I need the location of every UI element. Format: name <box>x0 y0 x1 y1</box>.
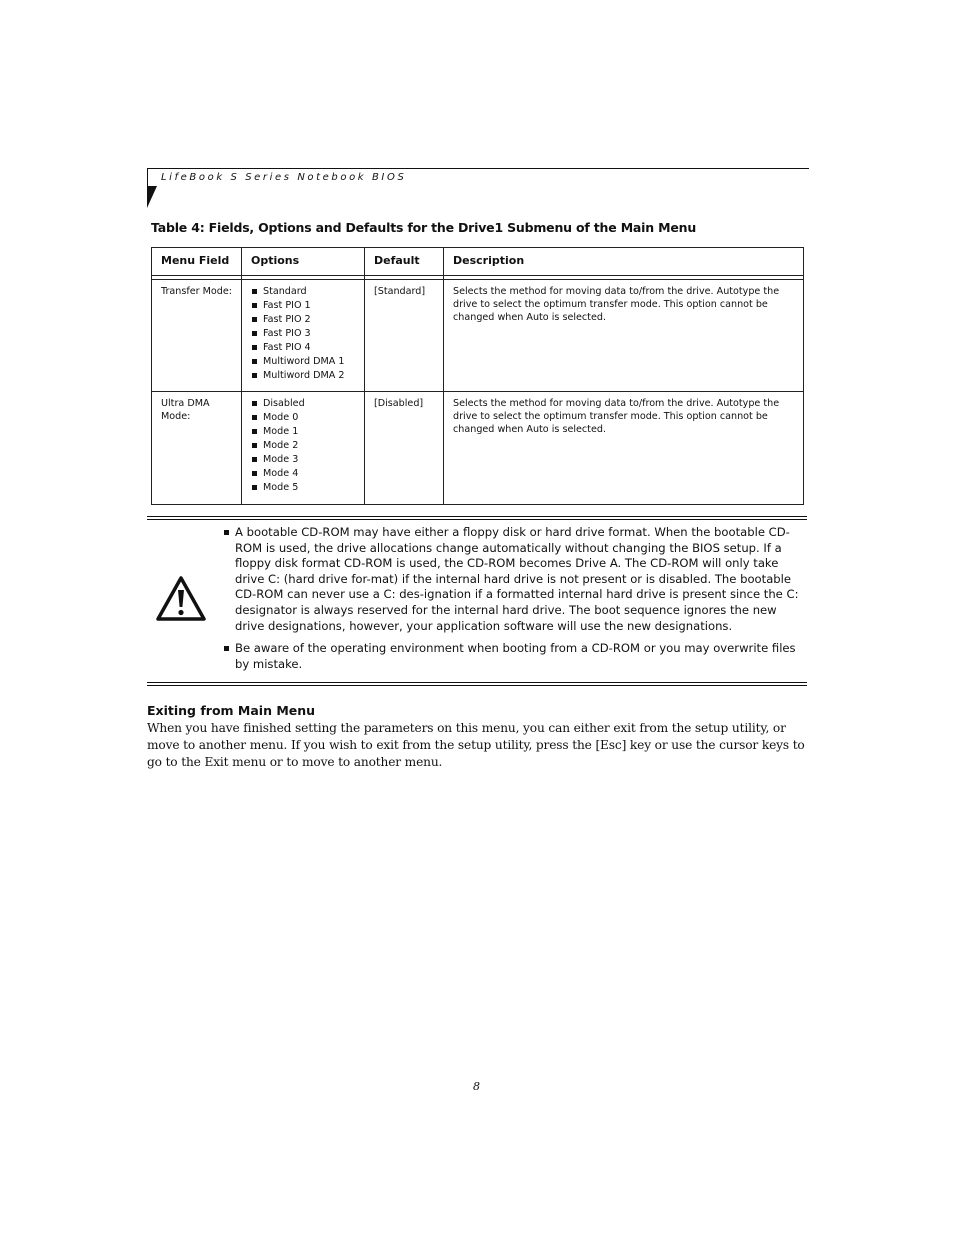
note-item: A bootable CD-ROM may have either a floppy disk or hard drive format. When the bootable CD-ROM is used, the drive allocations change automatically without changing the BIOS setup. If a floppy disk format CD-ROM is used, the CD-ROM becomes Drive A. The CD-ROM will only take drive C: (hard drive for-mat) if the internal hard drive is not present or is disabled. The bootable CD-ROM can never use a C: des-ignation if a formatted internal hard drive is present since the C: designator is always reserved for the internal hard drive. The boot sequence ignores the new drive designations, however, your application software will use the new designations. <box>223 525 799 634</box>
table-row <box>152 280 804 392</box>
table-caption: Table 4: Fields, Options and Defaults for the Drive1 Submenu of the Main Menu <box>151 220 697 235</box>
options-list <box>251 397 356 495</box>
warning-icon <box>155 574 207 622</box>
option-item: Mode 2 <box>251 439 356 453</box>
section-heading: Exiting from Main Menu <box>147 703 316 718</box>
description-cell: Selects the method for moving data to/from the drive. Autotype the drive to select the optimum transfer mode. This option cannot be changed when Auto is selected. <box>444 392 804 505</box>
menu-field-cell: Ultra DMA Mode: <box>152 392 242 505</box>
page-header <box>147 168 809 210</box>
table-row <box>152 392 804 505</box>
option-item: Mode 5 <box>251 481 356 495</box>
column-header-options: Options <box>242 248 365 276</box>
option-item: Fast PIO 2 <box>251 313 356 327</box>
note-item: Be aware of the operating environment when booting from a CD-ROM or you may overwrite files by mistake. <box>223 641 799 672</box>
option-item: Mode 3 <box>251 453 356 467</box>
option-item: Fast PIO 3 <box>251 327 356 341</box>
column-header-menu-field: Menu Field <box>152 248 242 276</box>
option-item: Fast PIO 4 <box>251 341 356 355</box>
option-item: Standard <box>251 285 356 299</box>
header-tab-marker <box>147 186 157 208</box>
note-bottom-rule <box>147 682 807 686</box>
option-item: Mode 1 <box>251 425 356 439</box>
note-list <box>223 525 799 679</box>
page-number: 8 <box>473 1080 480 1093</box>
table-header-row <box>152 248 804 276</box>
option-item: Disabled <box>251 397 356 411</box>
option-item: Fast PIO 1 <box>251 299 356 313</box>
option-item: Multiword DMA 2 <box>251 369 356 383</box>
menu-field-cell: Transfer Mode: <box>152 280 242 392</box>
caution-note <box>147 516 807 688</box>
option-item: Mode 0 <box>251 411 356 425</box>
note-top-rule <box>147 516 807 520</box>
drive1-submenu-table <box>151 247 804 505</box>
running-header-title: LifeBook S Series Notebook BIOS <box>161 172 407 183</box>
column-header-description: Description <box>444 248 804 276</box>
column-header-default: Default <box>365 248 444 276</box>
default-cell: [Disabled] <box>365 392 444 505</box>
option-item: Multiword DMA 1 <box>251 355 356 369</box>
section-body: When you have finished setting the parameters on this menu, you can either exit from the setup utility, or move to another menu. If you wish to exit from the setup utility, press the [Esc] key or use the cursor keys to go to the Exit menu or to move to another menu. <box>147 721 805 769</box>
header-rule <box>147 168 809 169</box>
description-cell: Selects the method for moving data to/from the drive. Autotype the drive to select the optimum transfer mode. This option cannot be changed when Auto is selected. <box>444 280 804 392</box>
default-cell: [Standard] <box>365 280 444 392</box>
options-list <box>251 285 356 383</box>
option-item: Mode 4 <box>251 467 356 481</box>
options-cell <box>242 392 365 505</box>
options-cell <box>242 280 365 392</box>
